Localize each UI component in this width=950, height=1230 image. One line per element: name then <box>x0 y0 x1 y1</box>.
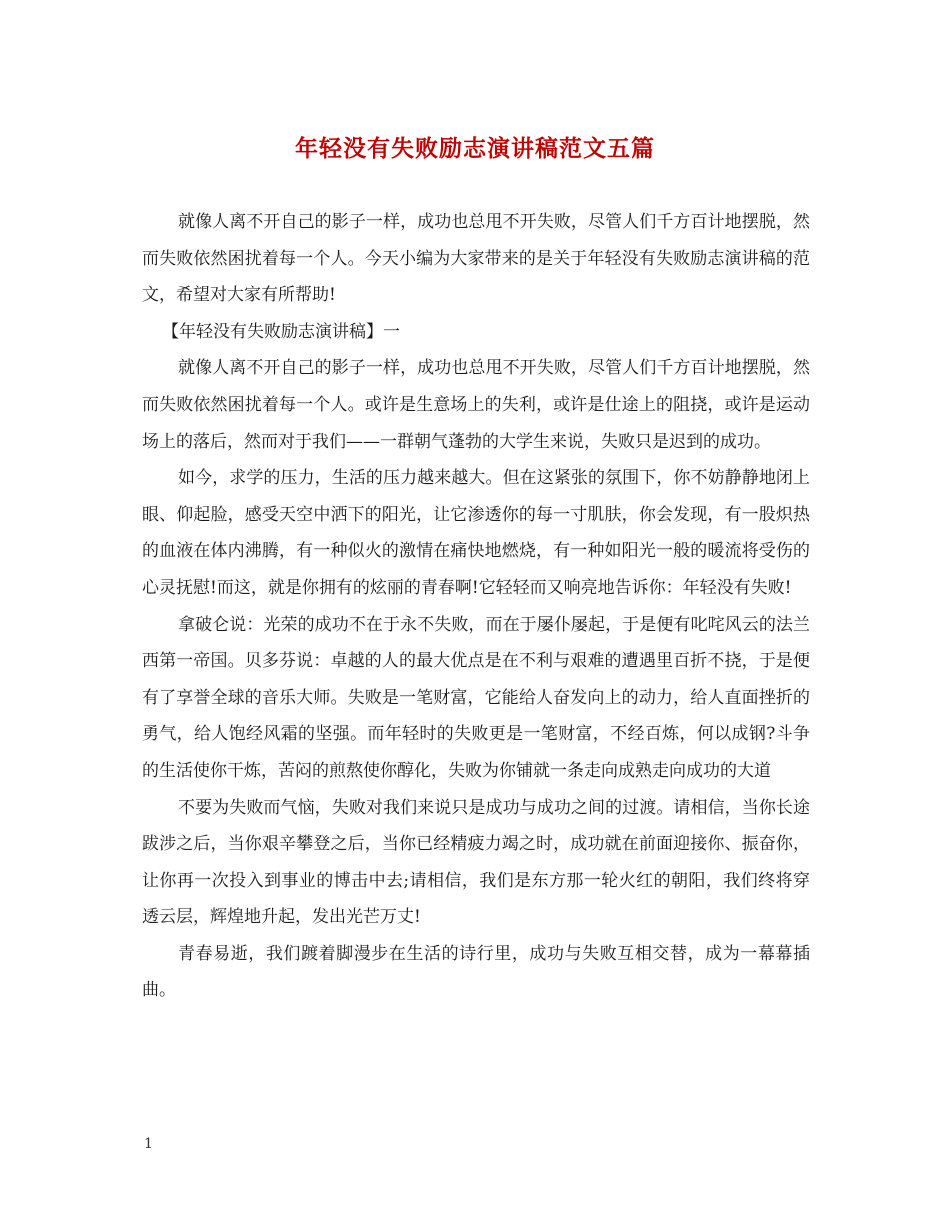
document-body <box>142 204 810 1009</box>
body-paragraph: 拿破仑说：光荣的成功不在于永不失败，而在于屡仆屡起，于是便有叱咤风云的法兰西第一帝国。贝多芬说：卓越的人的最大优点是在不利与艰难的遭遇里百折不挠，于是便有了享誉全球的音乐大师。失败是一笔财富，它能给人奋发向上的动力，给人直面挫折的勇气，给人饱经风霜的坚强。而年轻时的失败更是一笔财富，不经百炼，何以成钢?斗争的生活使你干炼，苦闷的煎熬使你醇化，失败为你铺就一条走向成熟走向成功的大道 <box>142 614 810 781</box>
body-paragraph: 就像人离不开自己的影子一样，成功也总甩不开失败，尽管人们千方百计地摆脱，然而失败依然困扰着每一个人。或许是生意场上的失利，或许是仕途上的阻挠，或许是运动场上的落后，然而对于我们——一群朝气蓬勃的大学生来说，失败只是迟到的成功。 <box>142 358 810 452</box>
body-paragraph: 不要为失败而气恼，失败对我们来说只是成功与成功之间的过渡。请相信，当你长途跋涉之后，当你艰辛攀登之后，当你已经精疲力竭之时，成功就在前面迎接你、振奋你，让你再一次投入到事业的博击中去;请相信，我们是东方那一轮火红的朝阳，我们终将穿透云层，辉煌地升起，发出光芒万丈! <box>142 797 810 928</box>
section-heading: 【年轻没有失败励志演讲稿】一 <box>162 321 400 342</box>
body-paragraph: 青春易逝，我们踱着脚漫步在生活的诗行里，成功与失败互相交替，成为一幕幕插曲。 <box>142 943 810 1001</box>
page-number: 1 <box>144 1136 153 1152</box>
intro-paragraph: 就像人离不开自己的影子一样，成功也总甩不开失败，尽管人们千方百计地摆脱，然而失败依然困扰着每一个人。今天小编为大家带来的是关于年轻没有失败励志演讲稿的范文，希望对大家有所帮助! <box>142 212 810 306</box>
document-title: 年轻没有失败励志演讲稿范文五篇 <box>295 135 655 162</box>
body-paragraph: 如今，求学的压力，生活的压力越来越大。但在这紧张的氛围下，你不妨静静地闭上眼、仰起脸，感受天空中洒下的阳光，让它渗透你的每一寸肌肤，你会发现，有一股炽热的血液在体内沸腾，有一种似火的激情在痛快地燃烧，有一种如阳光一般的暖流将受伤的心灵抚慰!而这，就是你拥有的炫丽的青春啊!它轻轻而又响亮地告诉你：年轻没有失败! <box>142 468 810 598</box>
